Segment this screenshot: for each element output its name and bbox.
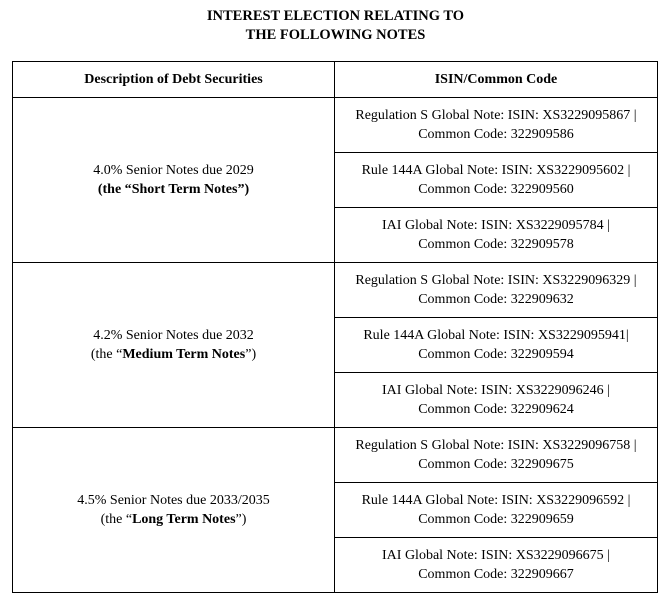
table-row	[13, 428, 658, 483]
defined-term-suffix: ”)	[245, 347, 257, 362]
isin-line: IAI Global Note: ISIN: XS3229096246 |	[382, 383, 610, 398]
notes-table	[12, 61, 658, 593]
common-code-line: Common Code: 322909560	[418, 182, 574, 197]
common-code-line: Common Code: 322909578	[418, 237, 574, 252]
isin-cell	[335, 373, 658, 428]
isin-cell	[335, 208, 658, 263]
title-line-1: INTEREST ELECTION RELATING TO	[206, 8, 465, 24]
description-cell-medium-term	[13, 263, 335, 428]
common-code-line: Common Code: 322909624	[418, 402, 574, 417]
defined-term	[17, 510, 330, 529]
note-description: 4.0% Senior Notes due 2029	[93, 163, 254, 178]
common-code-line: Common Code: 322909675	[418, 457, 574, 472]
isin-line: Rule 144A Global Note: ISIN: XS3229095602 |	[361, 163, 631, 178]
note-description: 4.5% Senior Notes due 2033/2035	[77, 493, 270, 508]
isin-cell	[335, 428, 658, 483]
isin-cell	[335, 538, 658, 593]
isin-cell	[335, 153, 658, 208]
isin-line: Rule 144A Global Note: ISIN: XS3229096592 |	[361, 493, 631, 508]
isin-cell	[335, 483, 658, 538]
isin-line: Rule 144A Global Note: ISIN: XS3229095941|	[363, 328, 629, 343]
isin-cell	[335, 263, 658, 318]
defined-term-suffix: ”)	[235, 512, 247, 527]
common-code-line: Common Code: 322909667	[418, 567, 574, 582]
isin-line: Regulation S Global Note: ISIN: XS3229096329 |	[355, 273, 637, 288]
isin-line: Regulation S Global Note: ISIN: XS3229095867 |	[355, 108, 637, 123]
document-title	[0, 7, 671, 45]
table-row	[13, 98, 658, 153]
defined-term-name: Medium Term Notes	[122, 347, 246, 362]
note-description: 4.2% Senior Notes due 2032	[93, 328, 254, 343]
description-cell-long-term	[13, 428, 335, 593]
common-code-line: Common Code: 322909659	[418, 512, 574, 527]
defined-term-name: Short Term Notes	[131, 182, 238, 197]
defined-term	[17, 345, 330, 364]
table-row	[13, 263, 658, 318]
header-description: Description of Debt Securities	[13, 62, 335, 98]
isin-line: IAI Global Note: ISIN: XS3229095784 |	[382, 218, 610, 233]
common-code-line: Common Code: 322909586	[418, 127, 574, 142]
isin-line: Regulation S Global Note: ISIN: XS3229096758 |	[355, 438, 637, 453]
defined-term-name: Long Term Notes	[132, 512, 236, 527]
isin-line: IAI Global Note: ISIN: XS3229096675 |	[382, 548, 610, 563]
description-cell-short-term	[13, 98, 335, 263]
isin-cell	[335, 98, 658, 153]
defined-term	[17, 180, 330, 199]
isin-cell	[335, 318, 658, 373]
defined-term-suffix: ”)	[237, 182, 250, 197]
defined-term-prefix: (the “	[97, 182, 132, 197]
common-code-line: Common Code: 322909632	[418, 292, 574, 307]
common-code-line: Common Code: 322909594	[418, 347, 574, 362]
defined-term-prefix: (the “	[100, 512, 133, 527]
title-line-2: THE FOLLOWING NOTES	[245, 27, 426, 43]
header-isin: ISIN/Common Code	[335, 62, 658, 98]
table-header-row	[13, 62, 658, 98]
defined-term-prefix: (the “	[90, 347, 123, 362]
